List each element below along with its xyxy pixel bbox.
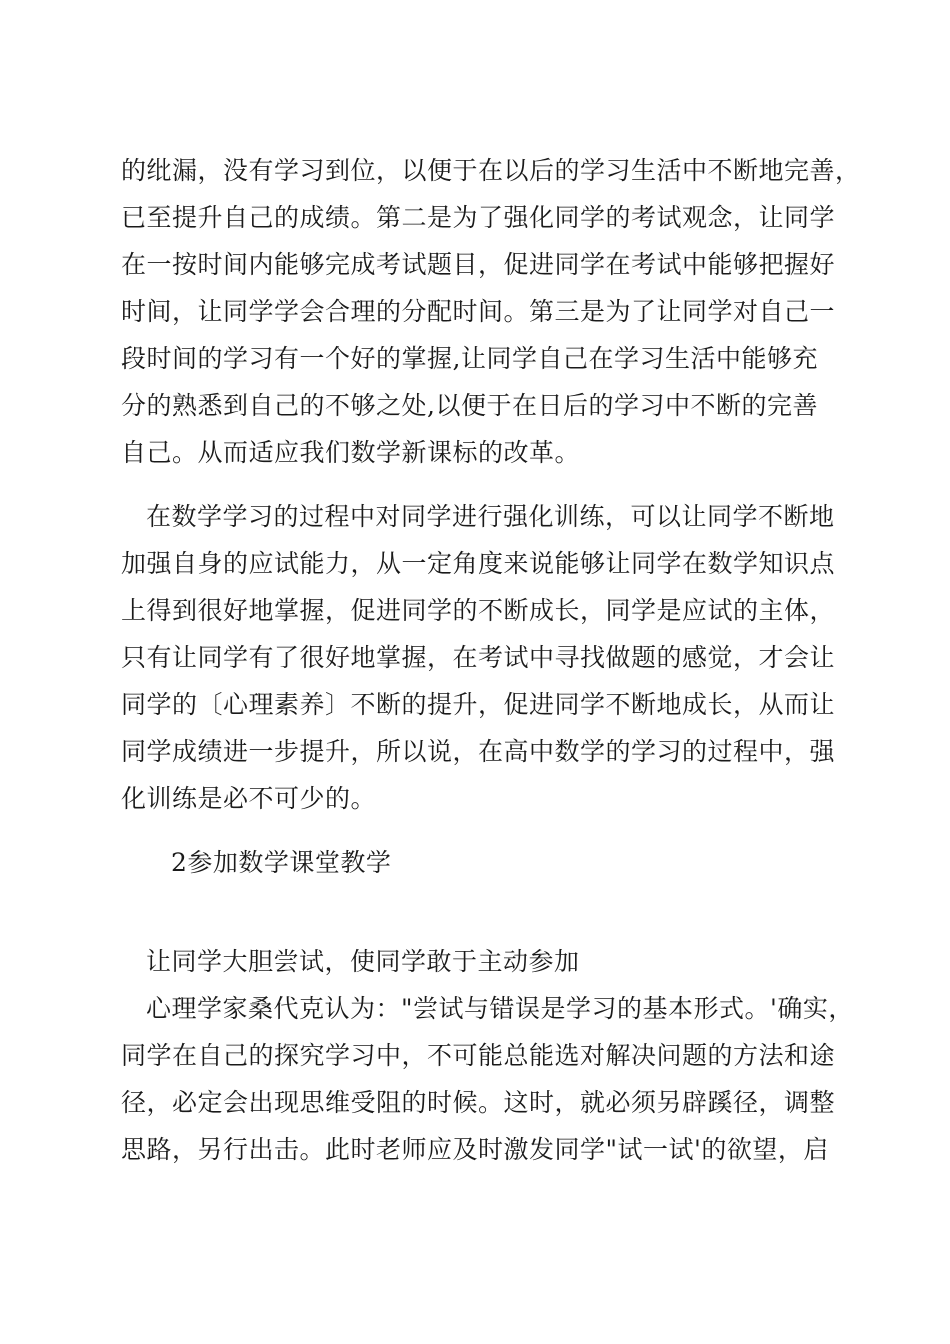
section-heading: 2参加数学课堂教学 [171, 848, 392, 877]
subsection-heading: 让同学大胆尝试，使同学敢于主动参加 [146, 947, 580, 976]
paragraph-start-line: 在数学学习的过程中对同学进行强化训练，可以让同学不断地 [146, 502, 835, 531]
text-line: 段时间的学习有一个好的掌握,让同学自己在学习生活中能够充 [121, 344, 818, 373]
text-line: 分的熟悉到自己的不够之处,以便于在日后的学习中不断的完善 [121, 391, 818, 420]
text-line: 已至提升自己的成绩。第二是为了强化同学的考试观念，让同学 [121, 203, 836, 232]
text-line: 自己。从而适应我们数学新课标的改革。 [121, 438, 581, 467]
text-line: 同学在自己的探究学习中，不可能总能选对解决问题的方法和途 [121, 1041, 836, 1070]
text-line: 只有让同学有了很好地掌握，在考试中寻找做题的感觉，才会让 [121, 643, 836, 672]
text-line: 在一按时间内能够完成考试题目，促进同学在考试中能够把握好 [121, 250, 836, 279]
text-line: 的纰漏，没有学习到位，以便于在以后的学习生活中不断地完善， [121, 156, 861, 185]
text-line: 加强自身的应试能力，从一定角度来说能够让同学在数学知识点 [121, 549, 836, 578]
text-line: 同学成绩进一步提升，所以说，在高中数学的学习的过程中，强 [121, 737, 836, 766]
text-line: 时间，让同学学会合理的分配时间。第三是为了让同学对自己一 [121, 297, 836, 326]
paragraph-start-line: 心理学家桑代克认为："尝试与错误是学习的基本形式。'确实， [146, 994, 854, 1023]
text-line: 径，必定会出现思维受阻的时候。这时，就必须另辟蹊径，调整 [121, 1088, 836, 1117]
text-line: 上得到很好地掌握，促进同学的不断成长，同学是应试的主体， [121, 596, 836, 625]
text-line: 同学的〔心理素养〕不断的提升，促进同学不断地成长，从而让 [121, 690, 836, 719]
text-line: 化训练是必不可少的。 [121, 784, 377, 813]
text-line: 思路，另行出击。此时老师应及时激发同学"试一试'的欲望，启 [121, 1135, 829, 1164]
